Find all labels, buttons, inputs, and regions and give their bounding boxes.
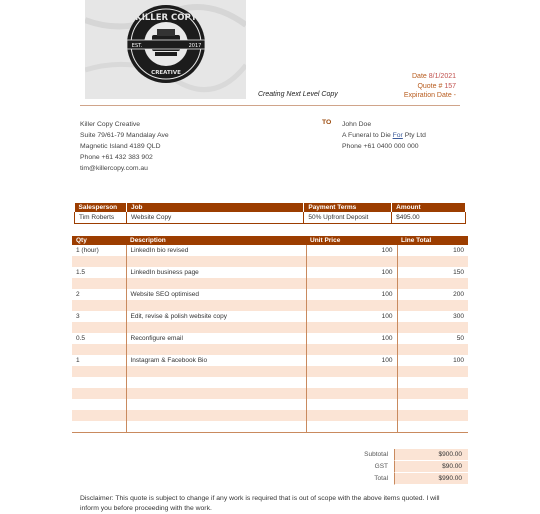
item-description: Reconfigure email bbox=[126, 333, 306, 344]
item-line-total bbox=[397, 322, 468, 333]
summary-header-salesperson: Salesperson bbox=[75, 203, 127, 212]
from-address-line2: Magnetic Island 4189 QLD bbox=[80, 143, 161, 150]
logo-year: 2017 bbox=[188, 43, 202, 49]
item-line-total bbox=[397, 399, 468, 410]
tagline: Creating Next Level Copy bbox=[258, 91, 338, 98]
table-row bbox=[72, 399, 468, 410]
to-company bbox=[342, 130, 426, 141]
item-qty bbox=[72, 300, 126, 311]
item-description bbox=[126, 278, 306, 289]
from-phone: Phone +61 432 383 902 bbox=[80, 154, 153, 161]
item-line-total bbox=[397, 366, 468, 377]
item-unit-price bbox=[306, 344, 397, 355]
subtotal-value: $900.00 bbox=[394, 449, 468, 461]
total-row bbox=[300, 473, 468, 485]
item-unit-price bbox=[306, 322, 397, 333]
item-description bbox=[126, 410, 306, 421]
date-label: Date bbox=[412, 73, 427, 80]
items-header-line-total: Line Total bbox=[397, 236, 468, 245]
quote-label: Quote # bbox=[417, 82, 443, 90]
to-company-link[interactable]: For bbox=[392, 132, 403, 139]
expiration-row bbox=[404, 91, 456, 101]
table-row bbox=[72, 289, 468, 300]
table-row bbox=[72, 388, 468, 399]
total-value: $990.00 bbox=[394, 473, 468, 485]
item-description bbox=[126, 366, 306, 377]
table-row bbox=[72, 366, 468, 377]
item-qty: 1 bbox=[72, 355, 126, 366]
to-address bbox=[342, 119, 426, 152]
item-unit-price bbox=[306, 300, 397, 311]
item-unit-price bbox=[306, 278, 397, 289]
item-unit-price bbox=[306, 410, 397, 421]
item-qty bbox=[72, 344, 126, 355]
summary-salesperson: Tim Roberts bbox=[75, 212, 127, 224]
logo-sub-text: CREATIVE bbox=[151, 70, 181, 76]
item-unit-price: 100 bbox=[306, 333, 397, 344]
item-qty bbox=[72, 421, 126, 433]
table-row bbox=[72, 300, 468, 311]
table-row bbox=[72, 256, 468, 267]
from-address bbox=[80, 119, 169, 174]
summary-table bbox=[74, 203, 466, 224]
item-qty bbox=[72, 377, 126, 388]
items-header-unit-price: Unit Price bbox=[306, 236, 397, 245]
item-line-total bbox=[397, 278, 468, 289]
item-description bbox=[126, 377, 306, 388]
table-row bbox=[72, 421, 468, 433]
expiration-label: Expiration Date - bbox=[403, 92, 456, 99]
table-row bbox=[72, 333, 468, 344]
item-description bbox=[126, 421, 306, 433]
item-qty bbox=[72, 399, 126, 410]
item-qty bbox=[72, 278, 126, 289]
logo-brand-text: KILLER COPY bbox=[135, 13, 197, 23]
from-address-line1: Suite 79/61-79 Mandalay Ave bbox=[80, 132, 169, 139]
item-qty: 1 (hour) bbox=[72, 245, 126, 256]
item-description bbox=[126, 344, 306, 355]
table-row bbox=[72, 267, 468, 278]
to-company-post: Pty Ltd bbox=[402, 132, 426, 139]
summary-payment-terms: 50% Upfront Deposit bbox=[304, 212, 392, 224]
summary-job: Website Copy bbox=[126, 212, 303, 224]
item-line-total bbox=[397, 256, 468, 267]
item-line-total: 50 bbox=[397, 333, 468, 344]
item-line-total: 100 bbox=[397, 355, 468, 366]
item-description bbox=[126, 322, 306, 333]
item-qty bbox=[72, 322, 126, 333]
table-row bbox=[72, 410, 468, 421]
item-qty bbox=[72, 366, 126, 377]
item-qty: 3 bbox=[72, 311, 126, 322]
item-description: Instagram & Facebook Bio bbox=[126, 355, 306, 366]
item-qty bbox=[72, 256, 126, 267]
summary-amount: $495.00 bbox=[392, 212, 466, 224]
item-qty: 1.5 bbox=[72, 267, 126, 278]
subtotal-label: Subtotal bbox=[364, 451, 389, 458]
line-items-table bbox=[72, 236, 468, 433]
item-description: Edit, revise & polish website copy bbox=[126, 311, 306, 322]
to-phone: Phone +61 0400 000 000 bbox=[342, 143, 419, 150]
totals bbox=[300, 449, 468, 485]
disclaimer: Disclaimer: This quote is subject to change if any work is required that is out of scope with the above items quoted. I will inform you before proceeding with the work. bbox=[80, 495, 440, 512]
item-unit-price bbox=[306, 256, 397, 267]
item-line-total: 200 bbox=[397, 289, 468, 300]
item-description: Website SEO optimised bbox=[126, 289, 306, 300]
item-unit-price: 100 bbox=[306, 289, 397, 300]
to-name: John Doe bbox=[342, 121, 372, 128]
item-description bbox=[126, 256, 306, 267]
items-header-description: Description bbox=[126, 236, 306, 245]
to-label: TO bbox=[322, 119, 332, 126]
gst-value: $90.00 bbox=[394, 461, 468, 473]
date-value: 8/1/2021 bbox=[428, 73, 456, 80]
subtotal-row bbox=[300, 449, 468, 461]
item-qty: 2 bbox=[72, 289, 126, 300]
item-line-total: 150 bbox=[397, 267, 468, 278]
item-unit-price bbox=[306, 421, 397, 433]
table-row bbox=[72, 245, 468, 256]
table-row bbox=[72, 278, 468, 289]
table-row bbox=[72, 311, 468, 322]
summary-header-amount: Amount bbox=[392, 203, 466, 212]
item-line-total: 100 bbox=[397, 245, 468, 256]
item-qty: 0.5 bbox=[72, 333, 126, 344]
item-description bbox=[126, 388, 306, 399]
item-description bbox=[126, 300, 306, 311]
to-company-pre: A Funeral to Die bbox=[342, 132, 393, 139]
item-description bbox=[126, 399, 306, 410]
item-unit-price bbox=[306, 377, 397, 388]
logo-est: EST. bbox=[131, 43, 143, 49]
item-description: LinkedIn business page bbox=[126, 267, 306, 278]
item-line-total bbox=[397, 410, 468, 421]
summary-header-payment-terms: Payment Terms bbox=[304, 203, 392, 212]
total-label: Total bbox=[374, 475, 389, 482]
date-row bbox=[404, 72, 456, 82]
item-line-total bbox=[397, 300, 468, 311]
item-line-total bbox=[397, 377, 468, 388]
summary-header-job: Job bbox=[126, 203, 303, 212]
item-line-total bbox=[397, 388, 468, 399]
from-company: Killer Copy Creative bbox=[80, 121, 141, 128]
item-unit-price: 100 bbox=[306, 311, 397, 322]
item-unit-price bbox=[306, 388, 397, 399]
summary-row bbox=[75, 212, 466, 224]
item-line-total bbox=[397, 421, 468, 433]
item-line-total: 300 bbox=[397, 311, 468, 322]
item-description: LinkedIn bio revised bbox=[126, 245, 306, 256]
gst-row bbox=[300, 461, 468, 473]
item-line-total bbox=[397, 344, 468, 355]
item-unit-price bbox=[306, 399, 397, 410]
item-unit-price: 100 bbox=[306, 245, 397, 256]
table-row bbox=[72, 344, 468, 355]
table-row bbox=[72, 322, 468, 333]
quote-number: 157 bbox=[444, 82, 456, 90]
company-logo bbox=[85, 0, 246, 99]
items-header-qty: Qty bbox=[72, 236, 126, 245]
table-row bbox=[72, 377, 468, 388]
header-divider bbox=[80, 105, 460, 106]
quote-number-row bbox=[404, 82, 456, 92]
table-row bbox=[72, 355, 468, 366]
item-unit-price: 100 bbox=[306, 355, 397, 366]
item-unit-price bbox=[306, 366, 397, 377]
gst-label: GST bbox=[374, 463, 389, 470]
quote-meta bbox=[404, 72, 456, 101]
item-unit-price: 100 bbox=[306, 267, 397, 278]
from-email[interactable]: tim@killercopy.com.au bbox=[80, 165, 148, 172]
item-qty bbox=[72, 388, 126, 399]
item-qty bbox=[72, 410, 126, 421]
